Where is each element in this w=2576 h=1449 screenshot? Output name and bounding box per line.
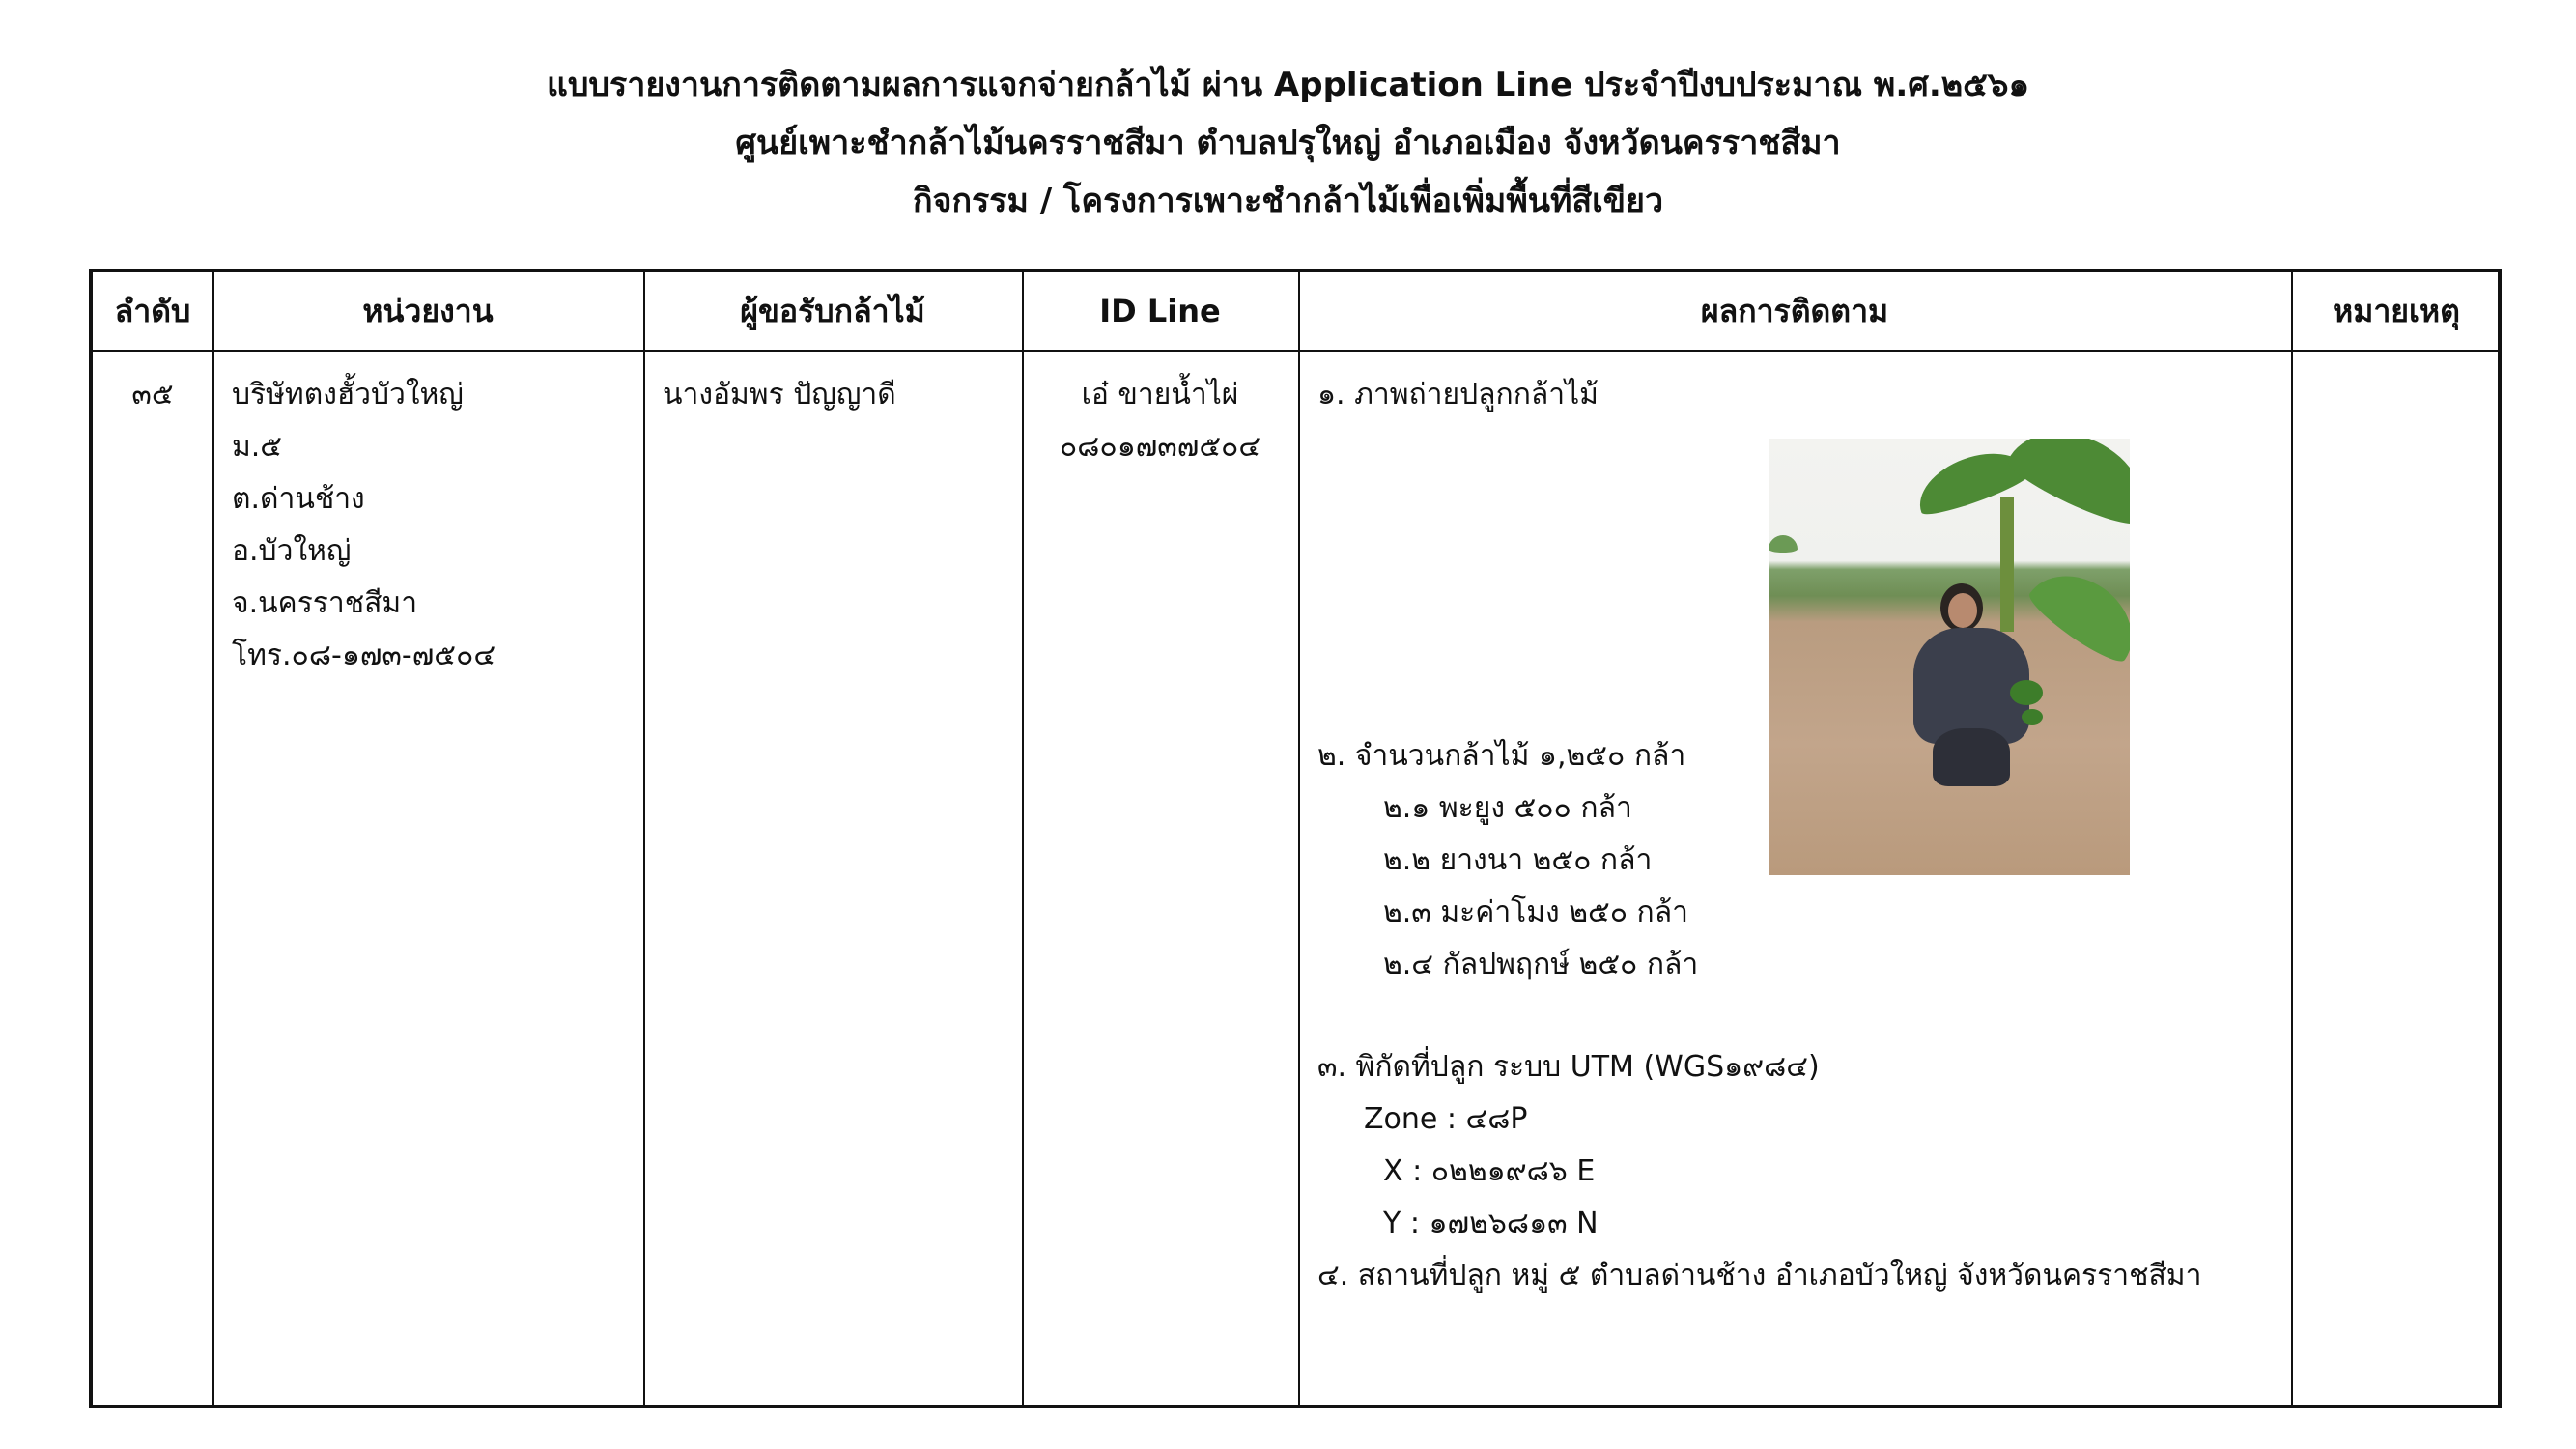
banana-leaf: [2024, 555, 2130, 669]
seedling-type: ๒.๔ กัลปพฤกษ์ ๒๕๐ กล้า: [1383, 948, 1699, 981]
result-item-3: [1317, 1041, 1820, 1250]
distant-tree: [1769, 535, 1798, 553]
coordinate-system: ๓. พิกัดที่ปลูก ระบบ UTM (WGS๑๙๘๔): [1317, 1050, 1820, 1084]
result-item-4: [1317, 1250, 2201, 1302]
seedling-total: ๒. จำนวนกล้าไม้ ๑,๒๕๐ กล้า: [1317, 739, 1686, 773]
column-header-id-line: ID Line: [1099, 293, 1221, 329]
report-activity: กิจกรรม / โครงการเพาะชำกล้าไม้เพื่อเพิ่มพื้นที่สีเขียว: [912, 182, 1664, 220]
seedling-type: ๒.๓ มะค่าโมง ๒๕๐ กล้า: [1383, 895, 1688, 929]
column-divider: [643, 272, 645, 1405]
column-header-agency: หน่วยงาน: [362, 293, 494, 329]
column-header-order: ลำดับ: [114, 293, 191, 329]
cell-order: [93, 369, 212, 421]
sapling: [2022, 709, 2043, 724]
agency-line: ม.๕: [232, 430, 283, 464]
person-legs: [1933, 728, 2010, 786]
photo-caption: ๑. ภาพถ่ายปลูกกล้าไม้: [1317, 378, 1599, 412]
banana-leaf: [2002, 439, 2130, 533]
line-id: ๐๘๐๑๗๓๗๕๐๔: [1059, 430, 1261, 464]
coordinate-zone: Zone : ๔๘P: [1364, 1102, 1528, 1136]
agency-line: จ.นครราชสีมา: [232, 586, 418, 620]
seedling-type: ๒.๒ ยางนา ๒๕๐ กล้า: [1383, 843, 1653, 877]
header-divider: [93, 350, 2498, 352]
cell-requester: [663, 369, 896, 421]
agency-line: บริษัทตงฮั้วบัวใหญ่: [232, 378, 464, 412]
order-number: ๓๕: [131, 378, 174, 412]
cell-id-line: [1022, 369, 1298, 473]
agency-line: อ.บัวใหญ่: [232, 534, 352, 568]
result-item-2: [1317, 730, 1698, 991]
column-divider: [2291, 272, 2293, 1405]
column-header-result: ผลการติดตาม: [1700, 293, 1889, 329]
cell-agency: [232, 369, 495, 682]
sapling: [2010, 680, 2043, 705]
result-item-1: [1317, 369, 1599, 421]
requester-name: นางอัมพร ปัญญาดี: [663, 378, 896, 412]
person-face: [1948, 593, 1977, 628]
agency-phone: โทร.๐๘-๑๗๓-๗๕๐๔: [232, 639, 496, 672]
coordinate-y: Y : ๑๗๒๖๘๑๓ N: [1383, 1207, 1599, 1240]
column-header-note: หมายเหตุ: [2333, 293, 2460, 329]
planting-location: ๔. สถานที่ปลูก หมู่ ๕ ตำบลด่านช้าง อำเภอบัวใหญ่ จังหวัดนครราชสีมา: [1317, 1259, 2202, 1293]
line-display-name: เอ๋ ขายน้ำไผ่: [1081, 378, 1239, 412]
banana-trunk: [2000, 497, 2014, 632]
column-header-requester: ผู้ขอรับกล้าไม้: [740, 293, 925, 329]
report-table: [89, 269, 2502, 1408]
report-header: [0, 56, 2576, 230]
report-center: ศูนย์เพาะชำกล้าไม้นครราชสีมา ตำบลปรุใหญ่ อำเภอเมือง จังหวัดนครราชสีมา: [735, 124, 1841, 162]
column-divider: [212, 272, 214, 1405]
column-divider: [1298, 272, 1300, 1405]
report-title: แบบรายงานการติดตามผลการแจกจ่ายกล้าไม้ ผ่าน Application Line ประจำปีงบประมาณ พ.ศ.๒๕๖๑: [546, 66, 2030, 104]
planting-photo: [1769, 439, 2130, 875]
seedling-type: ๒.๑ พะยูง ๕๐๐ กล้า: [1383, 791, 1632, 825]
agency-line: ต.ด่านช้าง: [232, 482, 365, 516]
coordinate-x: X : ๐๒๒๑๙๘๖ E: [1383, 1154, 1596, 1188]
